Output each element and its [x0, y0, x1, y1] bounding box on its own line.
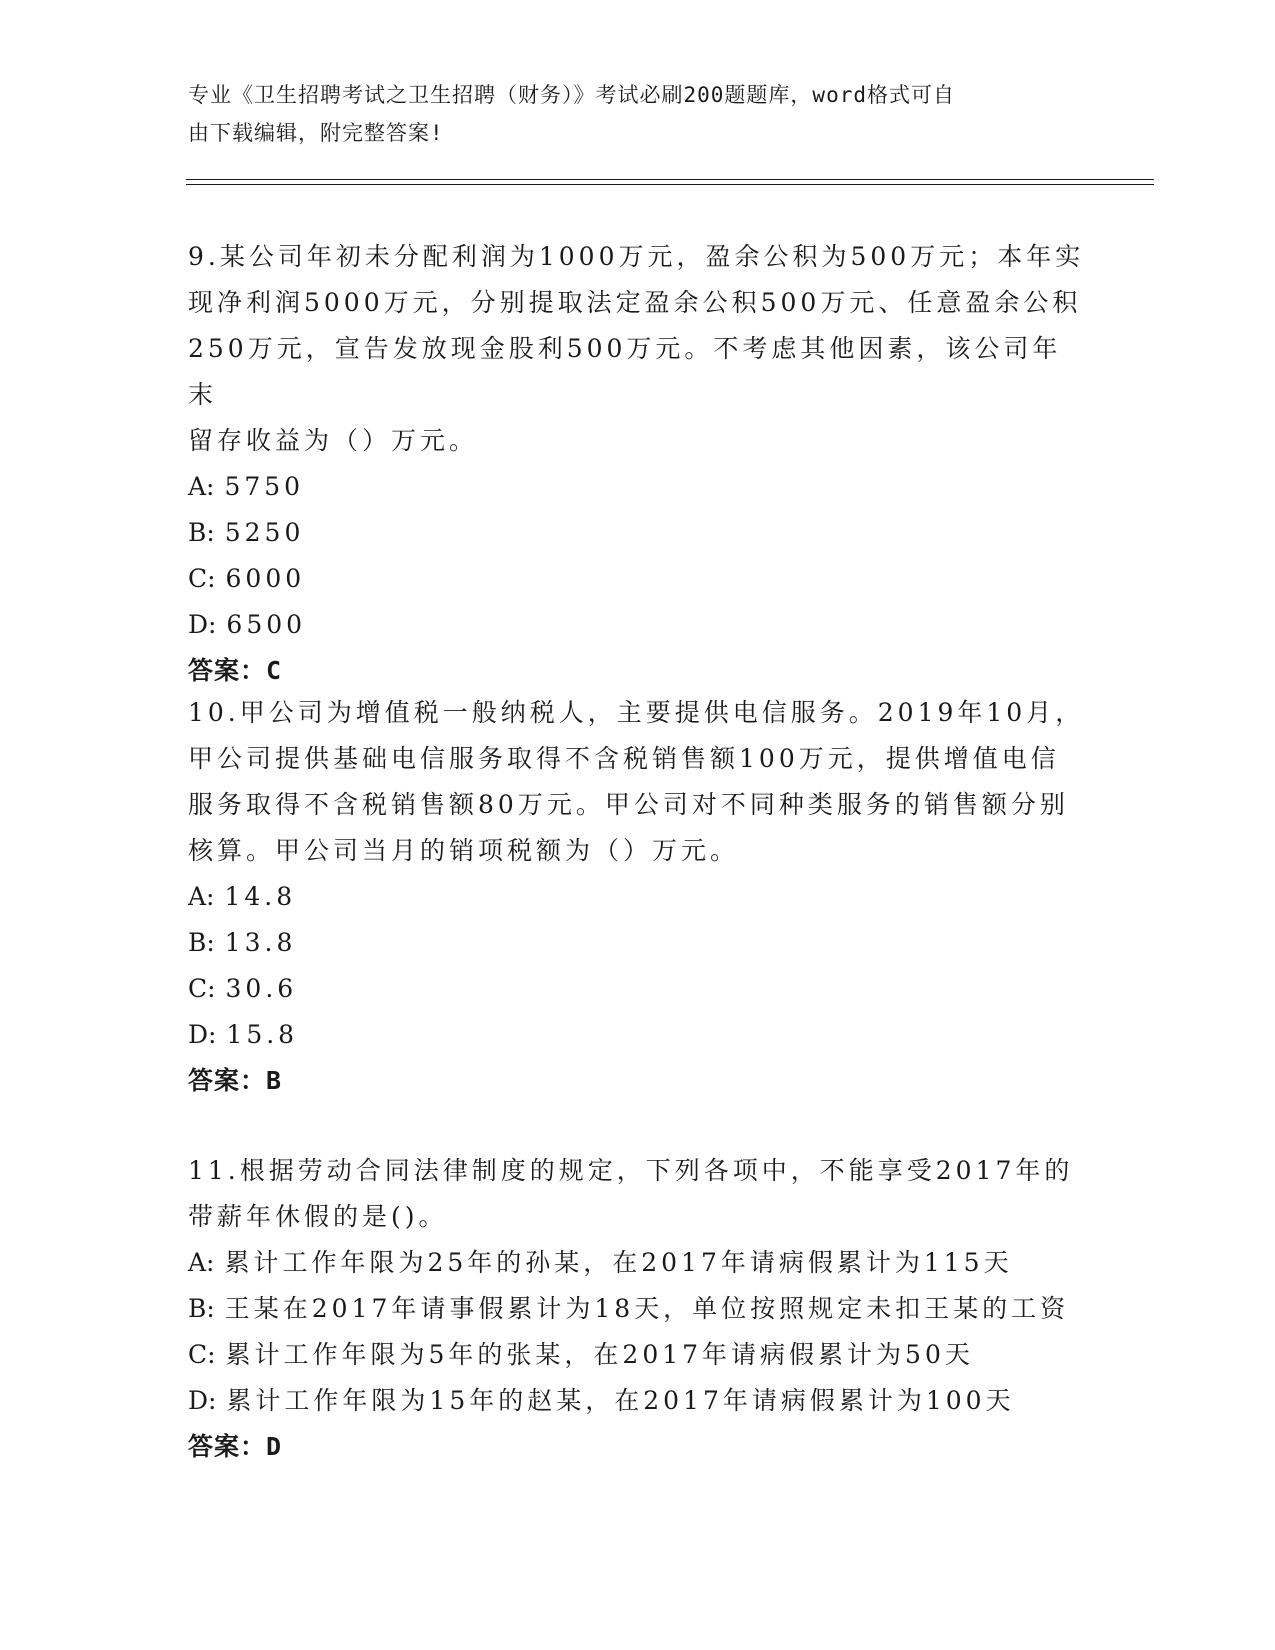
question-stem-line: 带薪年休假的是()。: [188, 1202, 448, 1231]
question-9: [188, 234, 1088, 694]
option-label: D:: [188, 1386, 217, 1415]
option-text: 累计工作年限为5年的张某，在2017年请病假累计为50天: [225, 1340, 974, 1369]
answer: 答案：B: [188, 1066, 283, 1095]
option-b: [188, 920, 1088, 966]
option-label: C:: [188, 564, 216, 593]
option-a: [188, 1240, 1088, 1286]
option-a: [188, 464, 1088, 510]
option-b: [188, 510, 1088, 556]
option-text: 15.8: [226, 1020, 299, 1049]
option-d: [188, 602, 1088, 648]
option-text: 6000: [225, 564, 306, 593]
question-stem-line: 现净利润5000万元，分别提取法定盈余公积500万元、任意盈余公积: [188, 288, 1082, 317]
option-c: [188, 556, 1088, 602]
question-stem-line: 11.根据劳动合同法律制度的规定，下列各项中，不能享受2017年的: [188, 1156, 1074, 1185]
option-label: B:: [188, 928, 215, 957]
option-text: 5250: [224, 518, 305, 547]
option-d: [188, 1378, 1088, 1424]
option-label: A:: [188, 472, 215, 501]
answer: 答案：C: [188, 656, 283, 685]
option-label: C:: [188, 974, 216, 1003]
question-10: [188, 690, 1088, 1104]
document-header: [188, 76, 1088, 152]
question-stem-line: 250万元，宣告发放现金股利500万元。不考虑其他因素，该公司年末: [188, 334, 1062, 409]
option-text: 王某在2017年请事假累计为18天，单位按照规定未扣王某的工资: [224, 1294, 1070, 1323]
option-label: A:: [188, 1248, 215, 1277]
question-stem-line: 9.某公司年初未分配利润为1000万元，盈余公积为500万元；本年实: [188, 242, 1085, 271]
header-rule-top: [186, 179, 1154, 180]
question-11: [188, 1148, 1088, 1470]
option-label: D:: [188, 1020, 217, 1049]
header-line-2: 由下载编辑，附完整答案!: [188, 121, 444, 145]
question-stem-line: 核算。甲公司当月的销项税额为（）万元。: [188, 836, 740, 865]
option-c: [188, 966, 1088, 1012]
header-rule-bottom: [186, 184, 1154, 185]
option-text: 6500: [226, 610, 307, 639]
option-label: B:: [188, 1294, 215, 1323]
option-c: [188, 1332, 1088, 1378]
header-line-1: 专业《卫生招聘考试之卫生招聘（财务）》考试必刷200题题库，word格式可自: [188, 83, 955, 107]
option-label: D:: [188, 610, 217, 639]
option-text: 5750: [224, 472, 305, 501]
answer: 答案：D: [188, 1432, 283, 1461]
option-text: 13.8: [224, 928, 297, 957]
option-label: A:: [188, 882, 215, 911]
option-d: [188, 1012, 1088, 1058]
option-label: C:: [188, 1340, 216, 1369]
question-stem-line: 10.甲公司为增值税一般纳税人，主要提供电信服务。2019年10月，: [188, 698, 1085, 727]
option-b: [188, 1286, 1088, 1332]
option-text: 30.6: [225, 974, 298, 1003]
question-stem-line: 甲公司提供基础电信服务取得不含税销售额100万元，提供增值电信: [188, 744, 1060, 773]
option-label: B:: [188, 518, 215, 547]
question-stem-line: 服务取得不含税销售额80万元。甲公司对不同种类服务的销售额分别: [188, 790, 1069, 819]
option-a: [188, 874, 1088, 920]
option-text: 14.8: [224, 882, 297, 911]
option-text: 累计工作年限为15年的赵某，在2017年请病假累计为100天: [226, 1386, 1015, 1415]
question-stem-line: 留存收益为（）万元。: [188, 426, 479, 455]
option-text: 累计工作年限为25年的孙某，在2017年请病假累计为115天: [224, 1248, 1013, 1277]
